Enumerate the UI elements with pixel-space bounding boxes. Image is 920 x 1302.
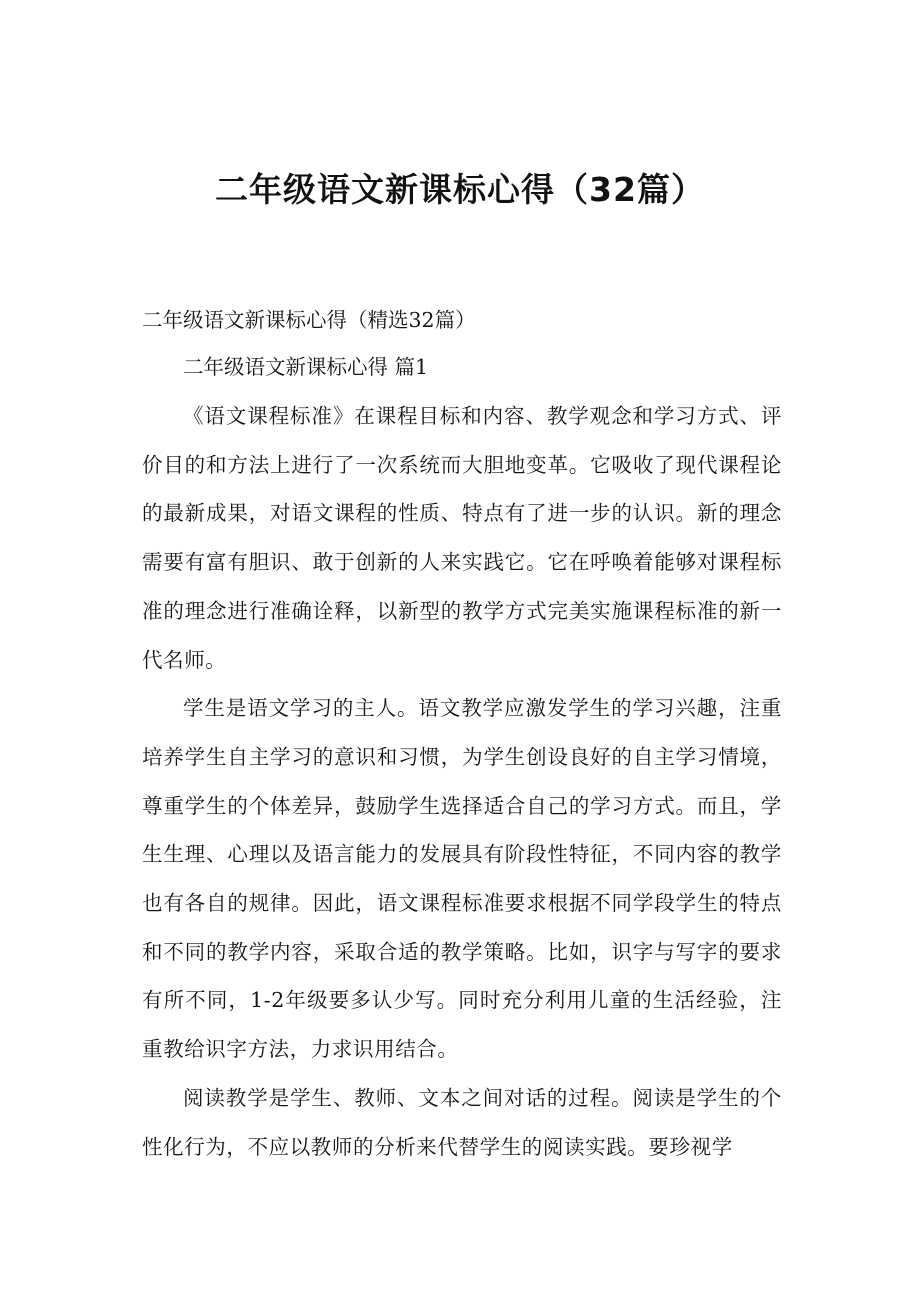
document-body (142, 297, 782, 1171)
paragraph: 阅读教学是学生、教师、文本之间对话的过程。阅读是学生的个性化行为，不应以教师的分析来代替学生的阅读实践。要珍视学 (142, 1085, 782, 1159)
document-subtitle: 二年级语文新课标心得（精选32篇） (142, 308, 476, 332)
section-heading: 二年级语文新课标心得 篇1 (183, 355, 429, 379)
paragraph: 《语文课程标准》在课程目标和内容、教学观念和学习方式、评价目的和方法上进行了一次系统而大胆地变革。它吸收了现代课程论的最新成果，对语文课程的性质、特点有了进一步的认识。新的理念需要有富有胆识、敢于创新的人来实践它。它在呼唤着能够对课程标准的理念进行准确诠释，以新型的教学方式完美实施课程标准的新一代名师。 (142, 404, 782, 672)
document-title: 二年级语文新课标心得（32篇） (215, 170, 705, 210)
paragraph: 学生是语文学习的主人。语文教学应激发学生的学习兴趣，注重培养学生自主学习的意识和习惯，为学生创设良好的自主学习情境，尊重学生的个体差异，鼓励学生选择适合自己的学习方式。而且，学生生理、心理以及语言能力的发展具有阶段性特征，不同内容的教学也有各自的规律。因此，语文课程标准要求根据不同学段学生的特点和不同的教学内容，采取合适的教学策略。比如，识字与写字的要求有所不同，1-2年级要多认少写。同时充分利用儿童的生活经验，注重教给识字方法，力求识用结合。 (142, 696, 782, 1062)
